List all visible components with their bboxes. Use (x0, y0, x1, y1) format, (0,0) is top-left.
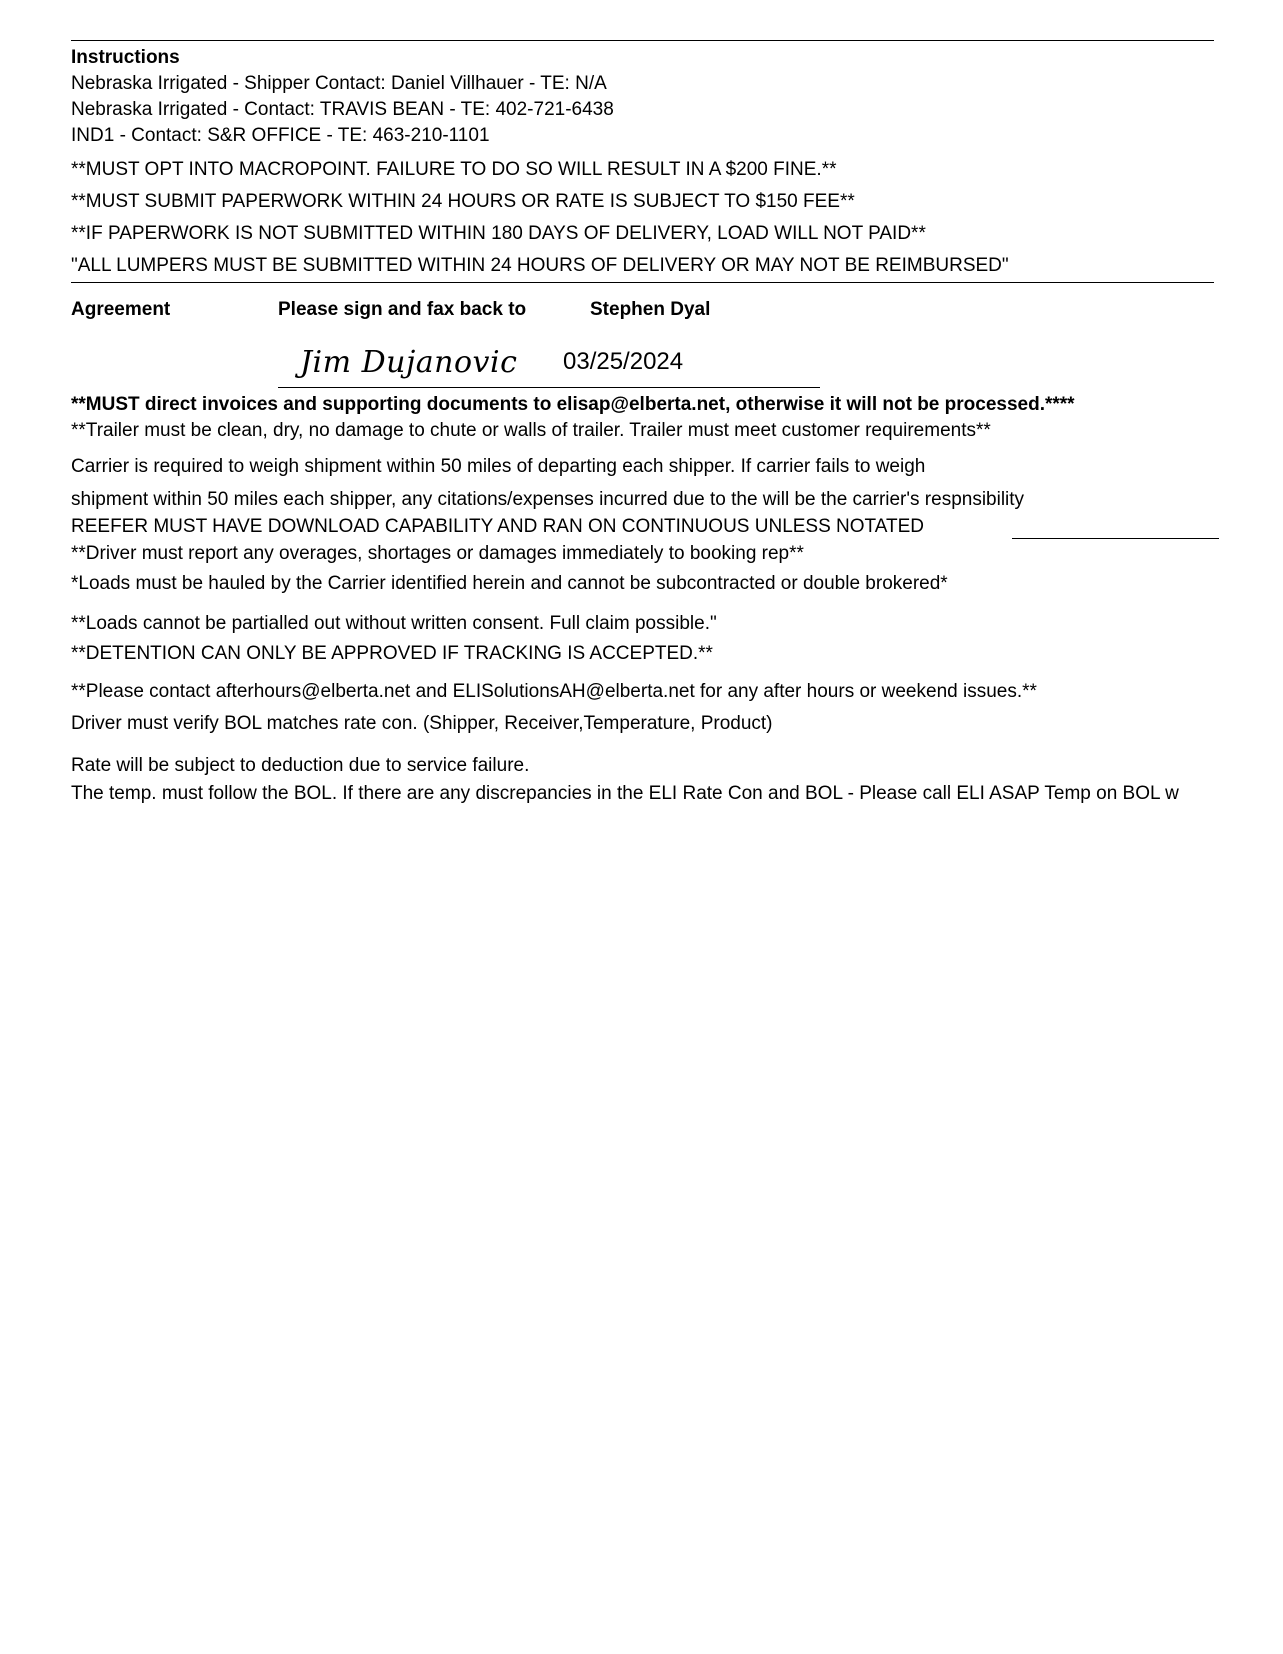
recipient-name: Stephen Dyal (590, 299, 711, 320)
deduction-notice: Rate will be subject to deduction due to service failure. (71, 755, 530, 776)
paperwork-180d-notice: **IF PAPERWORK IS NOT SUBMITTED WITHIN 180 DAYS OF DELIVERY, LOAD WILL NOT PAID** (71, 223, 926, 244)
handwritten-signature: Jim Dujanovic (300, 345, 518, 380)
weigh-requirement-line-1: Carrier is required to weigh shipment within 50 miles of departing each shipper. If carrier fails to weigh (71, 456, 926, 477)
signature-date: 03/25/2024 (563, 348, 684, 375)
shipper-contact-line: Nebraska Irrigated - Shipper Contact: Daniel Villhauer - TE: N/A (71, 73, 607, 94)
instructions-heading: Instructions (71, 47, 180, 68)
reefer-fill-line (1012, 538, 1219, 539)
detention-notice: **DETENTION CAN ONLY BE APPROVED IF TRACKING IS ACCEPTED.** (71, 643, 713, 664)
sign-prompt: Please sign and fax back to (278, 299, 527, 320)
overages-notice: **Driver must report any overages, shortages or damages immediately to booking rep** (71, 543, 804, 564)
partial-loads-notice: **Loads cannot be partialled out without written consent. Full claim possible." (71, 613, 717, 634)
invoice-notice: **MUST direct invoices and supporting documents to elisap@elberta.net, otherwise it will not be processed.**** (71, 394, 1075, 415)
paperwork-24h-notice: **MUST SUBMIT PAPERWORK WITHIN 24 HOURS OR RATE IS SUBJECT TO $150 FEE** (71, 191, 855, 212)
reefer-requirement: REEFER MUST HAVE DOWNLOAD CAPABILITY AND RAN ON CONTINUOUS UNLESS NOTATED (71, 516, 925, 537)
lumpers-notice: "ALL LUMPERS MUST BE SUBMITTED WITHIN 24 HOURS OF DELIVERY OR MAY NOT BE REIMBURSED" (71, 255, 1009, 276)
section-rule (71, 282, 1214, 283)
agreement-label: Agreement (71, 299, 171, 320)
macropoint-notice: **MUST OPT INTO MACROPOINT. FAILURE TO DO SO WILL RESULT IN A $200 FINE.** (71, 159, 837, 180)
signature-line (278, 387, 820, 388)
trailer-requirement: **Trailer must be clean, dry, no damage to chute or walls of trailer. Trailer must meet customer requirements** (71, 420, 991, 441)
brokering-notice: *Loads must be hauled by the Carrier identified herein and cannot be subcontracted or double brokered* (71, 573, 948, 594)
after-hours-notice: **Please contact afterhours@elberta.net and ELISolutionsAH@elberta.net for any after hours or weekend issues.** (71, 681, 1037, 702)
weigh-requirement-line-2: shipment within 50 miles each shipper, any citations/expenses incurred due to the will be the carrier's respnsibility (71, 489, 1025, 510)
temperature-bol-notice: The temp. must follow the BOL. If there are any discrepancies in the ELI Rate Con and BOL - Please call ELI ASAP Temp on BOL w (71, 783, 1179, 804)
verify-bol-notice: Driver must verify BOL matches rate con. (Shipper, Receiver,Temperature, Product) (71, 713, 773, 734)
consignee-contact-line: Nebraska Irrigated - Contact: TRAVIS BEAN - TE: 402-721-6438 (71, 99, 614, 120)
ind1-contact-line: IND1 - Contact: S&R OFFICE - TE: 463-210-1101 (71, 125, 490, 146)
top-rule (71, 40, 1214, 41)
